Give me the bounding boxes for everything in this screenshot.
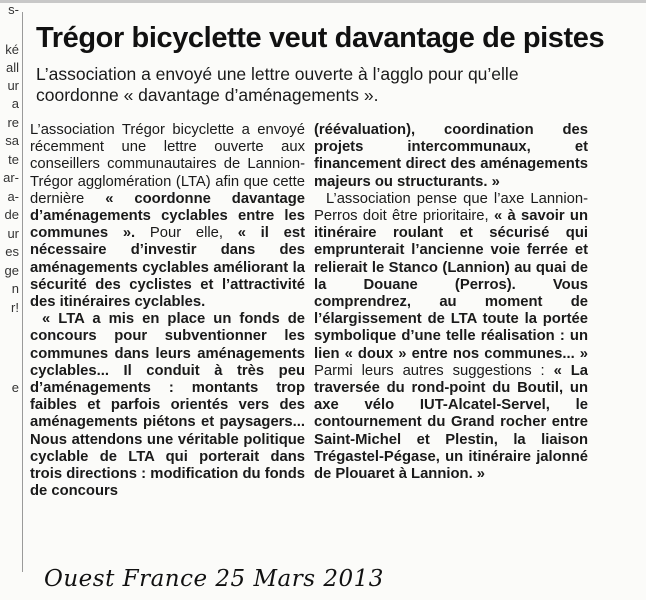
left-fragment: ur (7, 226, 19, 241)
handwritten-source-note: Ouest France 25 Mars 2013 (44, 566, 384, 592)
left-fragment: e (11, 380, 19, 395)
text-run: « La traversée du rond-point du Boutil, un axe vélo IUT-Alcatel-Servel, le contournement du Grand rocher entre Saint-Michel et Plestin, la liaison Trégastel-Pégase, un itinéraire jalonné de Plouaret à Lannion. » (314, 362, 588, 483)
paragraph-1 (30, 122, 305, 311)
article-headline: Trégor bicyclette veut davantage de pistes (36, 22, 605, 54)
paragraph-3 (314, 122, 588, 191)
left-fragment: ge (4, 263, 19, 278)
paragraph-4 (314, 191, 588, 483)
text-run: « il est nécessaire d’investir dans des aménagements cyclables améliorant la sécurité des cyclistes et l’attractivité des itinéraires cyclables. (30, 225, 306, 311)
text-run: (réévaluation), coordination des projets intercommunaux, et financement direct des aménagements majeurs ou structurants. » (314, 122, 588, 190)
text-run: « LTA a mis en place un fonds de concours pour subventionner les communes dans leurs aménagements cyclables... Il conduit à très peu d’aménagements : montants trop faibles et parfois orientés vers des aménagements piétons et paysagers... Nous attendons une véritable politique cyclable de LTA qui porterait dans trois directions : modification du fonds de concours (30, 311, 305, 500)
left-fragment: ké (5, 42, 19, 57)
text-run: L’association pense que l’axe Lannion-Perros doit être prioritaire, (314, 190, 588, 225)
left-fragment: de (4, 207, 19, 222)
paragraph-2 (30, 311, 305, 500)
left-fragment: all (5, 60, 19, 75)
left-fragment: a- (7, 189, 19, 204)
left-fragment: re (7, 115, 19, 130)
previous-article-fragments (0, 0, 22, 600)
left-fragment: r! (11, 300, 19, 315)
text-run: Parmi leurs autres suggestions : (314, 362, 554, 379)
text-run: Pour elle, (135, 225, 238, 242)
text-run: « à savoir un itinéraire roulant et sécurisé qui emprunterait l’ancienne voie ferrée et relierait le Stanco (Lannion) au quai de la Douane (Perros). Vous comprendrez, au moment de l’élargissement de LTA toute la portée symbolique d’une telle réalisation : un lien « doux » entre nos communes... » (314, 208, 589, 362)
text-run: L’association Trégor bicyclette a envoyé récemment une lettre ouverte aux conseillers communautaires de Lannion-Trégor agglomération (LTA) afin que cette dernière (30, 122, 305, 207)
left-fragment: ar- (3, 170, 19, 185)
left-fragment: n (11, 281, 19, 296)
left-fragment: te (8, 152, 19, 167)
left-fragment: ur (7, 78, 19, 93)
text-run: « coordonne davantage d’aménagements cyclables entre les communes ». (30, 190, 305, 242)
left-fragment: es (5, 244, 19, 259)
left-fragment: sa (5, 133, 19, 148)
article-lead: L’association a envoyé une lettre ouverte à l’agglo pour qu’elle coordonne « davantage d’aménagements ». (36, 64, 519, 105)
column-divider (22, 12, 23, 572)
left-fragment: s- (8, 2, 19, 17)
article-column-left (30, 122, 305, 500)
left-fragment: a (11, 96, 19, 111)
top-edge (0, 0, 646, 3)
article-column-right (314, 122, 588, 483)
